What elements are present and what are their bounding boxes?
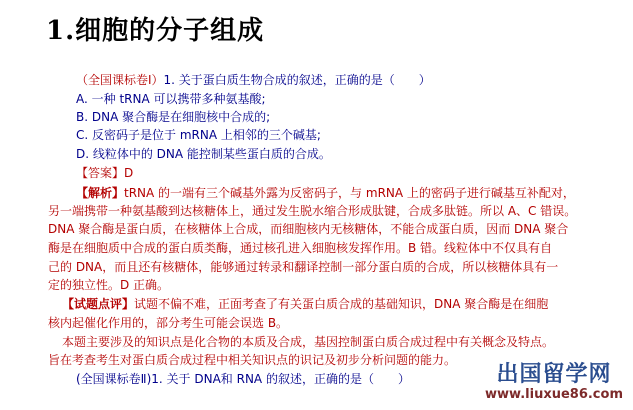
analysis-text: tRNA 的一端有三个碱基外露为反密码子，与 mRNA 上的密码子进行碱基互补配对， xyxy=(124,186,575,200)
watermark-name: 出国留学网 xyxy=(496,362,612,387)
option-d: D. 线粒体中的 DNA 能控制某些蛋白质的合成。 xyxy=(76,147,331,161)
comment-label: 【试题点评】 xyxy=(62,297,135,311)
analysis-line-1 xyxy=(76,186,575,201)
analysis-label: 【解析】 xyxy=(76,186,125,200)
comment-line-2: 核内起催化作用的，部分考生可能会误选 B。 xyxy=(48,316,289,330)
watermark-logo xyxy=(485,362,623,402)
option-c: C. 反密码子是位于 mRNA 上相邻的三个碱基; xyxy=(76,128,321,142)
comment-text: 试题不偏不难，正面考查了有关蛋白质合成的基础知识，DNA 聚合酶是在细胞 xyxy=(134,297,549,311)
answer-value: D xyxy=(124,166,134,180)
summary-line-2: 旨在考查考生对蛋白质合成过程中相关知识点的识记及初步分析问题的能力。 xyxy=(48,353,457,367)
analysis-line-3: DNA 聚合酶是蛋白质，在核糖体上合成，而细胞核内无核糖体，不能合成蛋白质，因而 DNA 聚合 xyxy=(48,222,569,236)
analysis-line-4: 酶是在细胞质中合成的蛋白质类酶，通过核孔进入细胞核发挥作用。B 错。线粒体中不仅具有自 xyxy=(48,241,553,255)
summary-line-1: 本题主要涉及的知识点是化合物的本质及合成，基因控制蛋白质合成过程中有关概念及特点。 xyxy=(62,335,555,349)
option-b: B. DNA 聚合酶是在细胞核中合成的; xyxy=(76,110,271,124)
question-2-stem: 1. 关于 DNA和 RNA 的叙述，正确的是（ ） xyxy=(151,372,410,386)
question-stem: 1. 关于蛋白质生物合成的叙述，正确的是（ ） xyxy=(163,73,431,87)
option-a: A. 一种 tRNA 可以携带多种氨基酸; xyxy=(76,92,266,106)
comment-line-1 xyxy=(62,297,548,312)
analysis-line-5: 己的 DNA，而且还有核糖体，能够通过转录和翻译控制一部分蛋白质的合成，所以核糖体具有一 xyxy=(48,260,559,274)
answer-label: 【答案】 xyxy=(76,166,125,180)
watermark-url: www.liuxue86.com xyxy=(485,387,623,402)
question-1-header xyxy=(76,73,431,88)
question-source: （全国课标卷Ⅰ） xyxy=(76,73,164,87)
analysis-line-6: 定的独立性。D 正确。 xyxy=(48,278,170,292)
page-title: 1.细胞的分子组成 xyxy=(46,16,265,46)
question-2-header xyxy=(76,372,410,387)
answer-line xyxy=(76,166,133,181)
analysis-line-2: 另一端携带一种氨基酸到达核糖体上，通过发生脱水缩合形成肽键，合成多肽链。所以 A、C 错误。 xyxy=(48,204,577,218)
question-2-source: (全国课标卷Ⅱ) xyxy=(76,372,152,386)
